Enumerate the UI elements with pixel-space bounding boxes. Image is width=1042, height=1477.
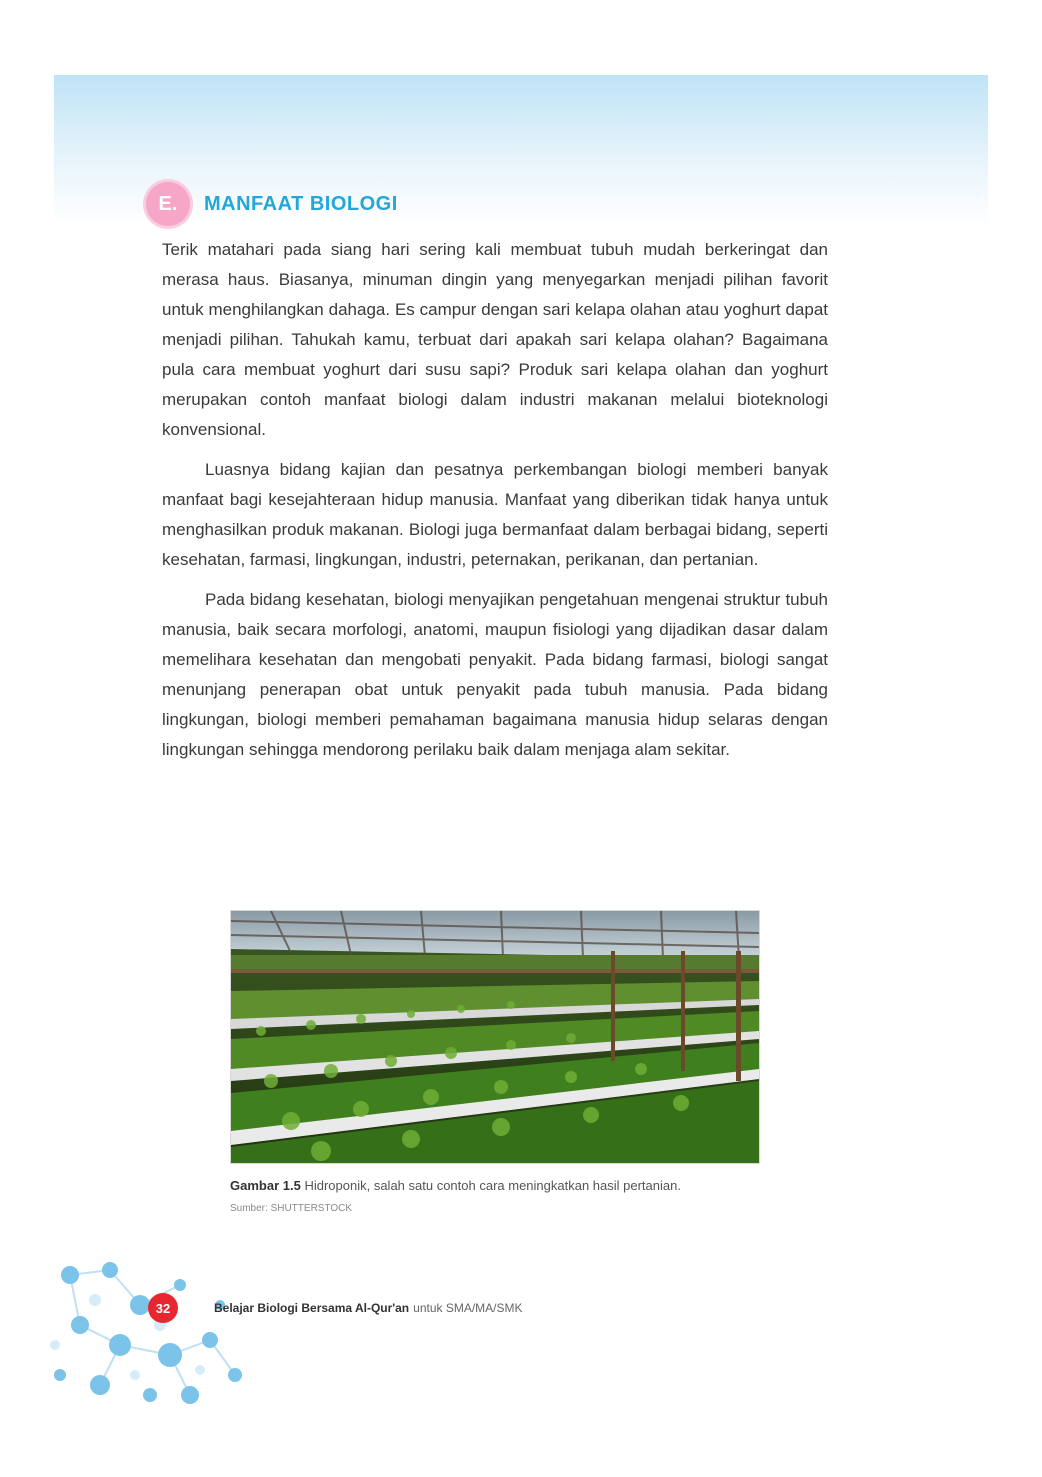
page-number: 32 bbox=[148, 1293, 178, 1323]
section-heading bbox=[146, 182, 398, 226]
figure-hydroponics bbox=[230, 910, 760, 1214]
page-footer bbox=[148, 1293, 523, 1323]
body-text bbox=[162, 235, 828, 775]
paragraph-3: Pada bidang kesehatan, biologi menyajikan pengetahuan mengenai struktur tubuh manusia, baik secara morfologi, anatomi, maupun fisiologi yang dijadikan dasar dalam memelihara kesehatan dan mengobati penyakit. Pada bidang farmasi, biologi sangat menunjang penerapan obat untuk penyakit pada tubuh manusia. Pada bidang lingkungan, biologi memberi pemahaman bagaimana manusia hidup selaras dengan lingkungan sehingga mendorong perilaku baik dalam menjaga alam sekitar. bbox=[162, 590, 828, 759]
section-title: MANFAAT BIOLOGI bbox=[204, 192, 398, 215]
hydroponics-greenhouse-photo bbox=[230, 910, 760, 1164]
paragraph-1: Terik matahari pada siang hari sering kali membuat tubuh mudah berkeringat dan merasa haus. Biasanya, minuman dingin yang menyegarkan menjadi pilihan favorit untuk menghilangkan dahaga. Es campur dengan sari kelapa olahan atau yoghurt dapat menjadi pilihan. Tahukah kamu, terbuat dari apakah sari kelapa olahan? Bagaimana pula cara membuat yoghurt dari susu sapi? Produk sari kelapa olahan dan yoghurt merupakan contoh manfaat biologi dalam industri makanan melalui bioteknologi konvensional. bbox=[162, 240, 828, 439]
book-title-suffix: untuk SMA/MA/SMK bbox=[413, 1301, 523, 1315]
section-letter-badge: E. bbox=[146, 182, 190, 226]
paragraph-2: Luasnya bidang kajian dan pesatnya perkembangan biologi memberi banyak manfaat bagi kesejahteraan hidup manusia. Manfaat yang diberikan tidak hanya untuk menghasilkan produk makanan. Biologi juga bermanfaat dalam berbagai bidang, seperti kesehatan, farmasi, lingkungan, industri, peternakan, perikanan, dan pertanian. bbox=[162, 460, 828, 569]
figure-label: Gambar 1.5 bbox=[230, 1178, 301, 1193]
figure-caption-text: Hidroponik, salah satu contoh cara meningkatkan hasil pertanian. bbox=[304, 1178, 681, 1193]
book-title: Belajar Biologi Bersama Al-Qur'an bbox=[214, 1301, 410, 1315]
figure-caption bbox=[230, 1176, 750, 1195]
figure-source: Sumber: SHUTTERSTOCK bbox=[230, 1203, 353, 1214]
molecule-decoration bbox=[40, 1245, 250, 1415]
